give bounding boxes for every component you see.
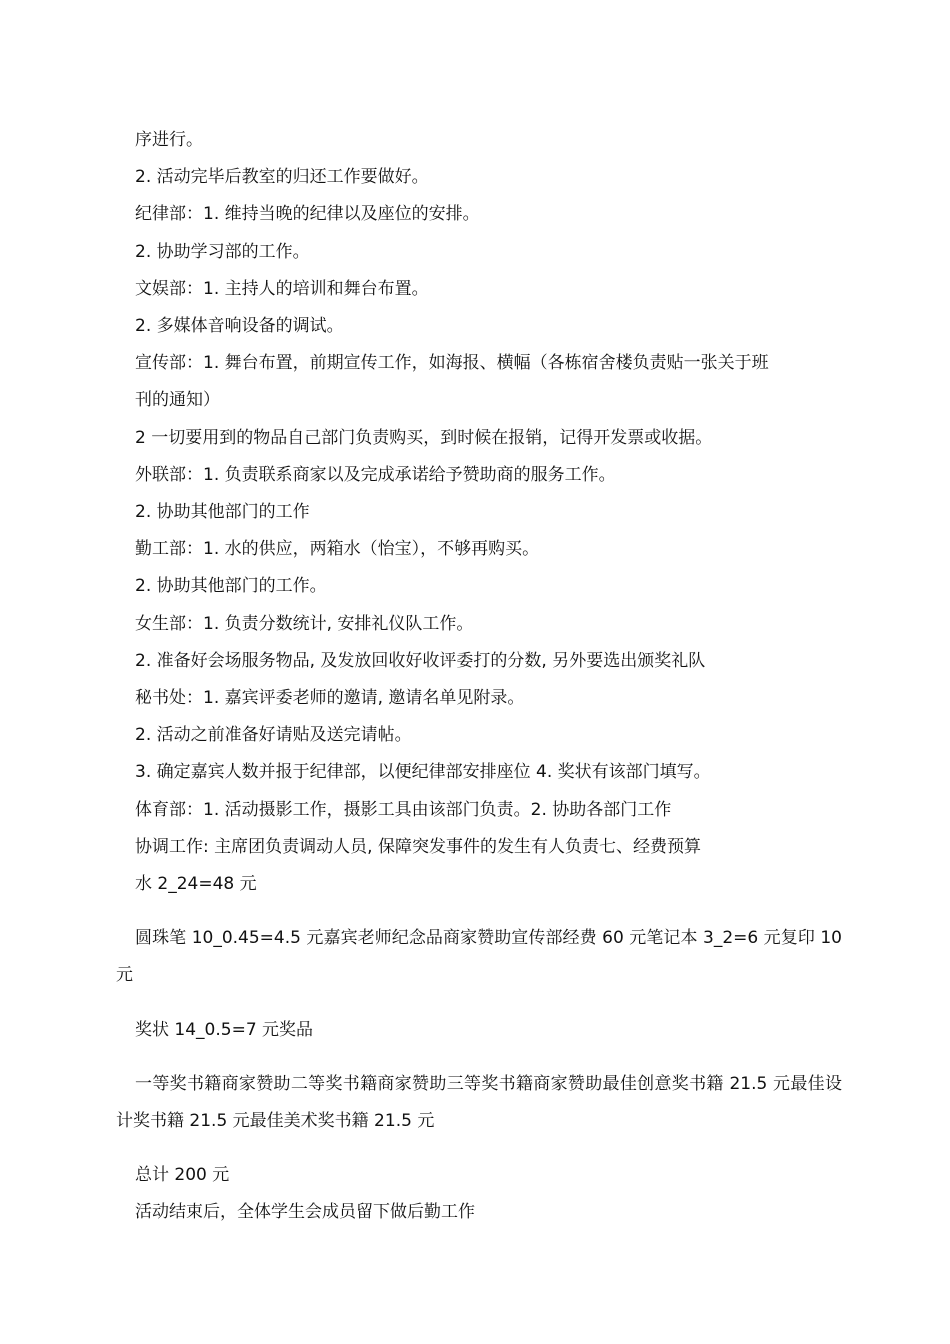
paragraph-line: 2. 活动完毕后教室的归还工作要做好。 — [135, 167, 429, 188]
paragraph-line: 序进行。 — [135, 130, 203, 150]
paragraph-line: 宣传部：1. 舞台布置，前期宣传工作，如海报、横幅（各栋宿舍楼负责贴一张关于班 — [135, 353, 769, 374]
paragraph-line: 一等奖书籍商家赞助二等奖书籍商家赞助三等奖书籍商家赞助最佳创意奖书籍 21.5 元最佳设计奖书籍 21.5 元最佳美术奖书籍 21.5 元 — [116, 1073, 842, 1132]
paragraph-line: 体育部：1. 活动摄影工作，摄影工具由该部门负责。2. 协助各部门工作 — [135, 799, 672, 820]
paragraph-line: 女生部：1. 负责分数统计, 安排礼仪队工作。 — [135, 613, 474, 634]
paragraph-line: 2. 活动之前准备好请贴及送完请帖。 — [135, 725, 412, 746]
paragraph-line: 2. 协助学习部的工作。 — [135, 241, 310, 262]
paragraph-line: 2. 协助其他部门的工作。 — [135, 576, 327, 597]
paragraph-line: 2. 准备好会场服务物品, 及发放回收好收评委打的分数, 另外要选出颁奖礼队 — [135, 650, 706, 671]
paragraph-line: 2. 协助其他部门的工作 — [135, 502, 310, 523]
paragraph-line: 总计 200 元 — [135, 1165, 230, 1186]
paragraph-line: 圆珠笔 10_0.45=4.5 元嘉宾老师纪念品商家赞助宣传部经费 60 元笔记本 3_2=6 元复印 10 元 — [116, 928, 842, 986]
paragraph-line: 纪律部：1. 维持当晚的纪律以及座位的安排。 — [135, 204, 480, 225]
paragraph-line: 勤工部：1. 水的供应，两箱水（怡宝），不够再购买。 — [135, 539, 540, 560]
paragraph-line: 协调工作: 主席团负责调动人员, 保障突发事件的发生有人负责七、经费预算 — [135, 836, 701, 857]
paragraph-line: 刊的通知） — [135, 390, 220, 411]
paragraph-line: 活动结束后，全体学生会成员留下做后勤工作 — [135, 1202, 475, 1223]
paragraph-line: 文娱部：1. 主持人的培训和舞台布置。 — [135, 278, 429, 299]
paragraph-line: 2. 多媒体音响设备的调试。 — [135, 316, 344, 337]
paragraph-line: 奖状 14_0.5=7 元奖品 — [135, 1019, 314, 1040]
paragraph-line: 外联部：1. 负责联系商家以及完成承诺给予赞助商的服务工作。 — [135, 464, 616, 485]
paragraph-line: 秘书处：1. 嘉宾评委老师的邀请, 邀请名单见附录。 — [135, 688, 525, 709]
paragraph-line: 2 一切要用到的物品自己部门负责购买，到时候在报销，记得开发票或收据。 — [135, 427, 713, 448]
document-body — [116, 122, 842, 1232]
paragraph-line: 水 2_24=48 元 — [135, 874, 257, 895]
paragraph-line: 3. 确定嘉宾人数并报于纪律部，以便纪律部安排座位 4. 奖状有该部门填写。 — [135, 762, 711, 783]
